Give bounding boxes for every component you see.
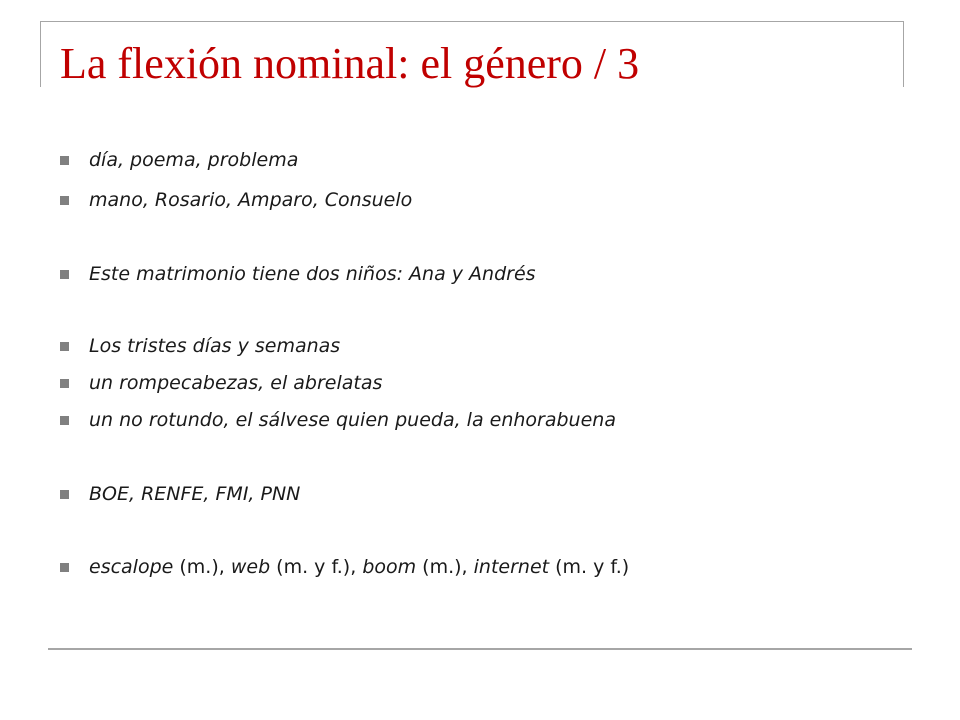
bullet-text: [89, 553, 629, 581]
bullet-segment: (m. y f.): [549, 556, 630, 578]
square-bullet-icon: [60, 156, 69, 165]
square-bullet-icon: [60, 490, 69, 499]
square-bullet-icon: [60, 563, 69, 572]
bullet-text: [89, 480, 300, 508]
bullet-text: [89, 369, 382, 397]
square-bullet-icon: [60, 416, 69, 425]
square-bullet-icon: [60, 196, 69, 205]
square-bullet-icon: [60, 379, 69, 388]
slide-title: La flexión nominal: el género / 3: [60, 39, 640, 88]
bullet-text: [89, 406, 616, 434]
square-bullet-icon: [60, 270, 69, 279]
frame-bottom-line: [48, 648, 912, 650]
bullet-segment: (m. y f.),: [270, 556, 363, 578]
bullet-text: [89, 186, 412, 214]
bullet-segment: (m.),: [173, 556, 231, 578]
bullet-segment: día, poema, problema: [89, 149, 299, 171]
bullet-segment: (m.),: [416, 556, 474, 578]
bullet-segment: internet: [473, 556, 550, 578]
frame-top-line: [40, 21, 904, 22]
bullet-segment: Los tristes días y semanas: [89, 335, 341, 357]
bullet-segment: escalope: [89, 556, 174, 578]
bullet-segment: mano, Rosario, Amparo, Consuelo: [89, 189, 413, 211]
bullet-text: [89, 146, 298, 174]
bullet-text: [89, 260, 536, 288]
bullet-text: [89, 332, 340, 360]
frame-left-line: [40, 21, 41, 87]
bullet-segment: un rompecabezas, el abrelatas: [89, 372, 383, 394]
square-bullet-icon: [60, 342, 69, 351]
bullet-segment: un no rotundo, el sálvese quien pueda, la enhorabuena: [89, 409, 616, 431]
bullet-segment: web: [230, 556, 271, 578]
bullet-segment: BOE, RENFE, FMI, PNN: [89, 483, 301, 505]
bullet-segment: boom: [362, 556, 417, 578]
bullet-segment: Este matrimonio tiene dos niños: Ana y Andrés: [89, 263, 536, 285]
frame-right-line: [903, 21, 904, 87]
